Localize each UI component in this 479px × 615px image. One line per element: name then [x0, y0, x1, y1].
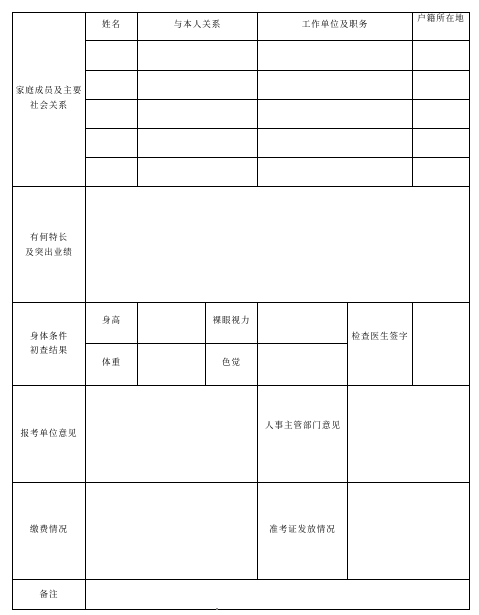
family-row-4-name[interactable]: [86, 129, 137, 157]
family-row-5-residence[interactable]: [413, 158, 469, 186]
doctor-signature-field[interactable]: [413, 303, 469, 385]
family-row-1-residence[interactable]: [413, 41, 469, 70]
exam-unit-opinion-label: 报考单位意见: [20, 429, 78, 439]
hr-opinion-field[interactable]: [348, 386, 469, 482]
height-label: 身高: [101, 316, 121, 326]
family-row-5-relation[interactable]: [138, 158, 257, 186]
remarks-label: 备注: [39, 590, 59, 600]
hr-opinion-label: 人事主管部门意见: [264, 421, 341, 431]
skills-label-line2: 及突出业绩: [25, 248, 73, 258]
family-row-3-relation[interactable]: [138, 100, 257, 128]
skills-label-line1: 有何特长: [29, 233, 68, 243]
fee-field[interactable]: [86, 483, 257, 579]
col-header-relation: 与本人关系: [173, 20, 222, 30]
col-header-name: 姓名: [101, 20, 121, 30]
family-row-4-work[interactable]: [258, 129, 412, 157]
doctor-signature-label: 检查医生签字: [351, 332, 409, 342]
weight-field[interactable]: [138, 344, 205, 385]
family-row-1-name[interactable]: [86, 41, 137, 70]
col-header-residence: 户籍所在地: [417, 14, 465, 24]
family-row-1-relation[interactable]: [138, 41, 257, 70]
admission-ticket-field[interactable]: [348, 483, 469, 579]
family-row-4-relation[interactable]: [138, 129, 257, 157]
exam-unit-opinion-field[interactable]: [86, 386, 257, 482]
family-section-label: 家庭成员及主要社会关系: [15, 86, 83, 111]
family-row-3-name[interactable]: [86, 100, 137, 128]
col-header-work: 工作单位及职务: [301, 20, 369, 30]
height-field[interactable]: [138, 303, 205, 343]
family-row-4-residence[interactable]: [413, 129, 469, 157]
admission-ticket-label: 准考证发放情况: [269, 525, 336, 535]
page-mark: [216, 608, 218, 610]
physical-label-line1: 身体条件: [29, 332, 68, 342]
vision-label: 裸眼视力: [212, 316, 251, 326]
family-row-5-name[interactable]: [86, 158, 137, 186]
family-row-2-name[interactable]: [86, 71, 137, 99]
family-row-1-work[interactable]: [258, 41, 412, 70]
color-vision-field[interactable]: [258, 344, 347, 385]
weight-label: 体重: [101, 358, 121, 368]
vision-field[interactable]: [258, 303, 347, 343]
family-row-2-residence[interactable]: [413, 71, 469, 99]
family-row-2-relation[interactable]: [138, 71, 257, 99]
fee-label: 缴费情况: [29, 525, 68, 535]
family-row-3-residence[interactable]: [413, 100, 469, 128]
family-row-3-work[interactable]: [258, 100, 412, 128]
physical-label-line2: 初查结果: [29, 346, 68, 356]
family-row-2-work[interactable]: [258, 71, 412, 99]
family-row-5-work[interactable]: [258, 158, 412, 186]
skills-field[interactable]: [86, 187, 469, 302]
remarks-field[interactable]: [86, 580, 469, 609]
color-vision-label: 色觉: [221, 358, 241, 368]
